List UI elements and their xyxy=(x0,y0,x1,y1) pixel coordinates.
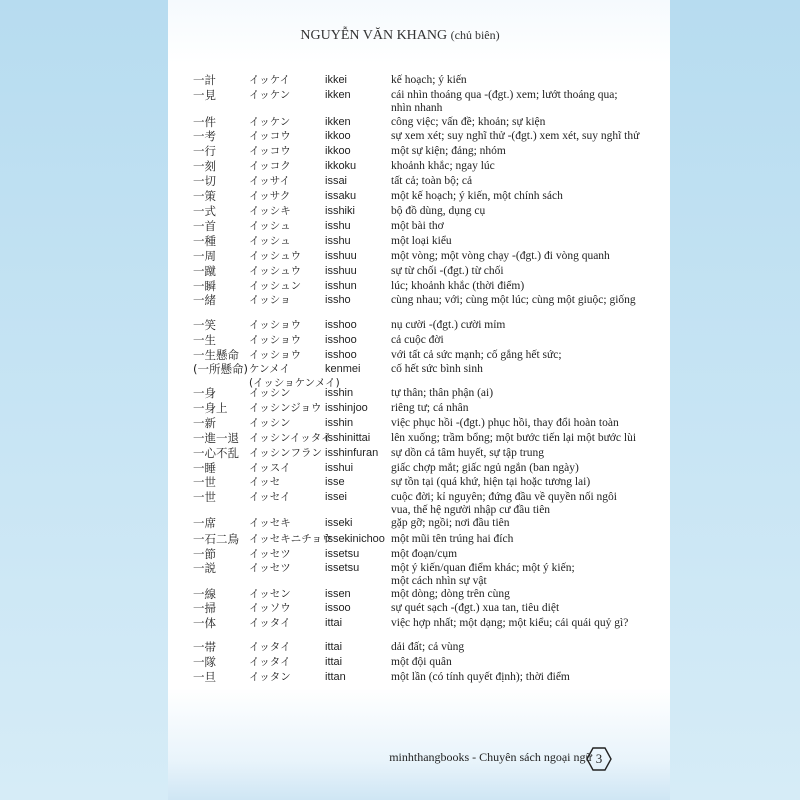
entry-kanji: 一刻 xyxy=(193,159,216,173)
entry-meaning: riêng tư; cá nhân xyxy=(391,402,469,414)
entry-kanji: 一掃 xyxy=(193,601,216,615)
entry-kana: ケンメイ xyxy=(249,363,290,375)
entry-meaning: tự thân; thân phận (ai) xyxy=(391,387,494,399)
entry-kanji: 一席 xyxy=(193,516,216,530)
entry-romaji: ikkoku xyxy=(325,160,357,172)
entry-meaning: công việc; vấn đề; khoản; sự kiện xyxy=(391,116,546,128)
entry-kana: イッシンジョウ xyxy=(249,402,322,414)
entry-kanji: 一生懸命 xyxy=(193,348,239,362)
entry-romaji: ittai xyxy=(325,617,343,629)
entry-kanji: 一見 xyxy=(193,88,216,102)
entry-kanji: 一新 xyxy=(193,416,216,430)
entry-kanji: 一緒 xyxy=(193,293,216,307)
entry-meaning: việc phục hồi -(đgt.) phục hồi, thay đổi hoàn toàn xyxy=(391,417,619,429)
author-role: (chủ biên) xyxy=(450,28,500,42)
author-name: NGUYỄN VĂN KHANG xyxy=(300,28,448,43)
entry-kana: イッタン xyxy=(249,671,291,683)
entry-romaji: issetsu xyxy=(325,562,360,574)
entry-kanji: 一身上 xyxy=(193,401,228,415)
entry-kanji: 一線 xyxy=(193,587,216,601)
entry-kana: (イッショケンメイ) xyxy=(249,377,340,389)
entry-romaji: issho xyxy=(325,294,351,306)
entry-kanji: (一所懸命) xyxy=(193,362,248,376)
entry-kana: イッシュウ xyxy=(249,250,302,262)
entry-romaji: isseki xyxy=(325,517,353,529)
entry-romaji: isshu xyxy=(325,220,351,232)
entry-romaji: ikken xyxy=(325,89,351,101)
entry-kana: イッタイ xyxy=(249,656,291,668)
entry-romaji: isshuu xyxy=(325,250,357,262)
entry-kanji: 一睡 xyxy=(193,461,216,475)
entry-kanji: 一瞬 xyxy=(193,279,216,293)
entry-kanji: 一生 xyxy=(193,333,216,347)
entry-meaning: lúc; khoảnh khắc (thời điểm) xyxy=(391,280,525,292)
entry-kana: イッシン xyxy=(249,417,291,429)
entry-kana: イッケイ xyxy=(249,74,291,86)
entry-kana: イッショ xyxy=(249,294,291,306)
entry-kanji: 一世 xyxy=(193,490,216,504)
entry-meaning: cái nhìn thoáng qua -(đgt.) xem; lướt thoáng qua; xyxy=(391,89,618,101)
entry-kanji: 一節 xyxy=(193,547,216,561)
entry-kanji: 一笑 xyxy=(193,318,216,332)
entry-kanji: 一隊 xyxy=(193,655,216,669)
entry-meaning: cùng nhau; với; cùng một lúc; cùng một giuộc; giống xyxy=(391,294,636,306)
entry-kanji: 一考 xyxy=(193,129,216,143)
entry-meaning: một vòng; một vòng chạy -(đgt.) đi vòng quanh xyxy=(391,250,610,262)
entry-meaning: vua, thế hệ người nhập cư đầu tiên xyxy=(391,504,551,516)
entry-meaning: nụ cười -(đgt.) cười mỉm xyxy=(391,319,506,331)
entry-meaning: một mũi tên trúng hai đích xyxy=(391,533,514,545)
entry-meaning: nhìn nhanh xyxy=(391,102,443,114)
entry-meaning: tất cả; toàn bộ; cả xyxy=(391,175,473,187)
entry-kanji: 一旦 xyxy=(193,670,216,684)
entry-romaji: isshuu xyxy=(325,265,357,277)
entry-kana: イッタイ xyxy=(249,617,291,629)
entry-kana: イッサイ xyxy=(249,175,291,187)
entry-meaning: một kế hoạch; ý kiến, một chính sách xyxy=(391,190,563,202)
entry-kana: イッケン xyxy=(249,116,291,128)
entry-kana: イッコウ xyxy=(249,145,291,157)
entry-kanji: 一心不乱 xyxy=(193,446,239,460)
entry-kanji: 一策 xyxy=(193,189,216,203)
entry-kana: イッシンイッタイ xyxy=(249,432,332,444)
entry-meaning: cố hết sức bình sinh xyxy=(391,363,483,375)
entry-kana: イッスイ xyxy=(249,462,291,474)
entry-romaji: kenmei xyxy=(325,363,361,375)
entry-romaji: issaku xyxy=(325,190,357,202)
entry-romaji: issai xyxy=(325,175,348,187)
entry-meaning: dải đất; cả vùng xyxy=(391,641,465,653)
entry-kana: イッシュウ xyxy=(249,265,302,277)
entry-meaning: một loại kiểu xyxy=(391,235,452,247)
entry-kanji: 一行 xyxy=(193,144,216,158)
entry-kana: イッシキ xyxy=(249,205,291,217)
publisher-tagline: minhthangbooks - Chuyên sách ngoại ngữ xyxy=(389,750,592,764)
entry-meaning: một cách nhìn sự vật xyxy=(391,575,487,587)
entry-kana: イッシンフラン xyxy=(249,447,323,459)
entry-meaning: một đội quân xyxy=(391,656,452,668)
entry-meaning: bộ đồ dùng, dụng cụ xyxy=(391,205,486,217)
entry-kana: イッシュ xyxy=(249,235,291,247)
entry-meaning: sự dồn cả tâm huyết, sự tập trung xyxy=(391,447,544,459)
entry-kanji: 一蹴 xyxy=(193,264,216,278)
entry-kanji: 一石二鳥 xyxy=(193,532,239,546)
entry-kanji: 一件 xyxy=(193,115,216,129)
entry-meaning: giấc chợp mắt; giấc ngủ ngắn (ban ngày) xyxy=(391,462,579,474)
entry-kanji: 一首 xyxy=(193,219,216,233)
entry-kanji: 一説 xyxy=(193,561,216,575)
entry-romaji: ittai xyxy=(325,656,343,668)
entry-romaji: issekinichoo xyxy=(325,533,385,545)
entry-meaning: với tất cả sức mạnh; cố gắng hết sức; xyxy=(391,349,562,361)
entry-meaning: cuộc đời; kỉ nguyên; đứng đầu về quyền nối ngôi xyxy=(391,491,617,503)
entry-romaji: isshiki xyxy=(325,205,355,217)
entry-meaning: sự xem xét; suy nghĩ thử -(đgt.) xem xét, suy nghĩ thử xyxy=(391,130,640,142)
page-footer xyxy=(0,750,800,770)
entry-meaning: kế hoạch; ý kiến xyxy=(391,74,467,86)
entry-kana: イッセキ xyxy=(249,517,291,529)
entry-romaji: isse xyxy=(325,476,345,488)
entry-kanji: 一身 xyxy=(193,386,216,400)
entry-kanji: 一体 xyxy=(193,616,216,630)
entry-romaji: ikkoo xyxy=(325,145,351,157)
entry-kanji: 一世 xyxy=(193,475,216,489)
entry-kana: イッコウ xyxy=(249,130,291,142)
entry-romaji: ittai xyxy=(325,641,343,653)
entry-kana: イッセツ xyxy=(249,562,291,574)
entry-romaji: ikken xyxy=(325,116,351,128)
entry-romaji: issei xyxy=(325,491,348,503)
entry-kana: イッセ xyxy=(249,476,281,488)
entry-romaji: isshoo xyxy=(325,334,357,346)
entry-kana: イッセン xyxy=(249,588,291,600)
entry-kana: イッシン xyxy=(249,387,291,399)
entry-kanji: 一計 xyxy=(193,73,216,87)
entry-kana: イッシュ xyxy=(249,220,291,232)
entry-meaning: một bài thơ xyxy=(391,220,444,232)
entry-romaji: isshinittai xyxy=(325,432,371,444)
entry-meaning: cả cuộc đời xyxy=(391,334,444,346)
entry-kana: イッショウ xyxy=(249,349,302,361)
entry-meaning: một đoạn/cụm xyxy=(391,548,458,560)
entry-kana: イッケン xyxy=(249,89,291,101)
page-number-badge xyxy=(586,747,612,771)
entry-meaning: một ý kiến/quan điểm khác; một ý kiến; xyxy=(391,562,575,574)
entry-kanji: 一進一退 xyxy=(193,431,239,445)
entry-kana: イッショウ xyxy=(249,334,302,346)
entry-romaji: ikkei xyxy=(325,74,348,86)
entry-meaning: một dòng; dòng trên cùng xyxy=(391,588,510,600)
entry-kanji: 一種 xyxy=(193,234,216,248)
entry-romaji: isshun xyxy=(325,280,357,292)
entry-meaning: sự tồn tại (quá khứ, hiện tại hoặc tương lai) xyxy=(391,476,591,488)
entry-meaning: lên xuống; trầm bổng; một bước tiến lại một bước lùi xyxy=(391,432,637,444)
entry-romaji: isshin xyxy=(325,387,354,399)
entry-kana: イッコク xyxy=(249,160,291,172)
entry-kana: イッショウ xyxy=(249,319,302,331)
entry-romaji: isshin xyxy=(325,417,354,429)
entry-romaji: issetsu xyxy=(325,548,360,560)
entry-meaning: một sự kiện; đảng; nhóm xyxy=(391,145,506,157)
entry-romaji: issen xyxy=(325,588,351,600)
entry-meaning: một lần (có tính quyết định); thời điểm xyxy=(391,671,570,683)
entry-romaji: isshoo xyxy=(325,349,357,361)
entry-romaji: isshinfuran xyxy=(325,447,379,459)
entry-romaji: ittan xyxy=(325,671,346,683)
entry-romaji: isshui xyxy=(325,462,354,474)
entry-kana: イッセツ xyxy=(249,548,291,560)
entry-meaning: sự quét sạch -(đgt.) xua tan, tiêu diệt xyxy=(391,602,560,614)
entry-kanji: 一帯 xyxy=(193,640,216,654)
entry-kanji: 一式 xyxy=(193,204,216,218)
entry-romaji: issoo xyxy=(325,602,351,614)
entry-kanji: 一周 xyxy=(193,249,216,263)
entry-meaning: khoảnh khắc; ngay lúc xyxy=(391,160,495,172)
entry-kana: イッタイ xyxy=(249,641,291,653)
entry-kana: イッソウ xyxy=(249,602,291,614)
page-number: 3 xyxy=(595,751,603,766)
entry-kana: イッセイ xyxy=(249,491,291,503)
entry-kana: イッシュン xyxy=(249,280,302,292)
entry-romaji: isshu xyxy=(325,235,351,247)
entry-romaji: ikkoo xyxy=(325,130,351,142)
entry-romaji: isshinjoo xyxy=(325,402,368,414)
entry-meaning: việc hợp nhất; một dạng; một kiểu; cái quái quỷ gì? xyxy=(391,617,629,629)
entry-kana: イッサク xyxy=(249,190,291,202)
entry-meaning: gặp gỡ; ngồi; nơi đầu tiên xyxy=(391,517,510,529)
entry-kana: イッセキニチョウ xyxy=(249,533,333,545)
entry-kanji: 一切 xyxy=(193,174,216,188)
entry-meaning: sự từ chối -(đgt.) từ chối xyxy=(391,265,504,277)
entry-romaji: isshoo xyxy=(325,319,357,331)
